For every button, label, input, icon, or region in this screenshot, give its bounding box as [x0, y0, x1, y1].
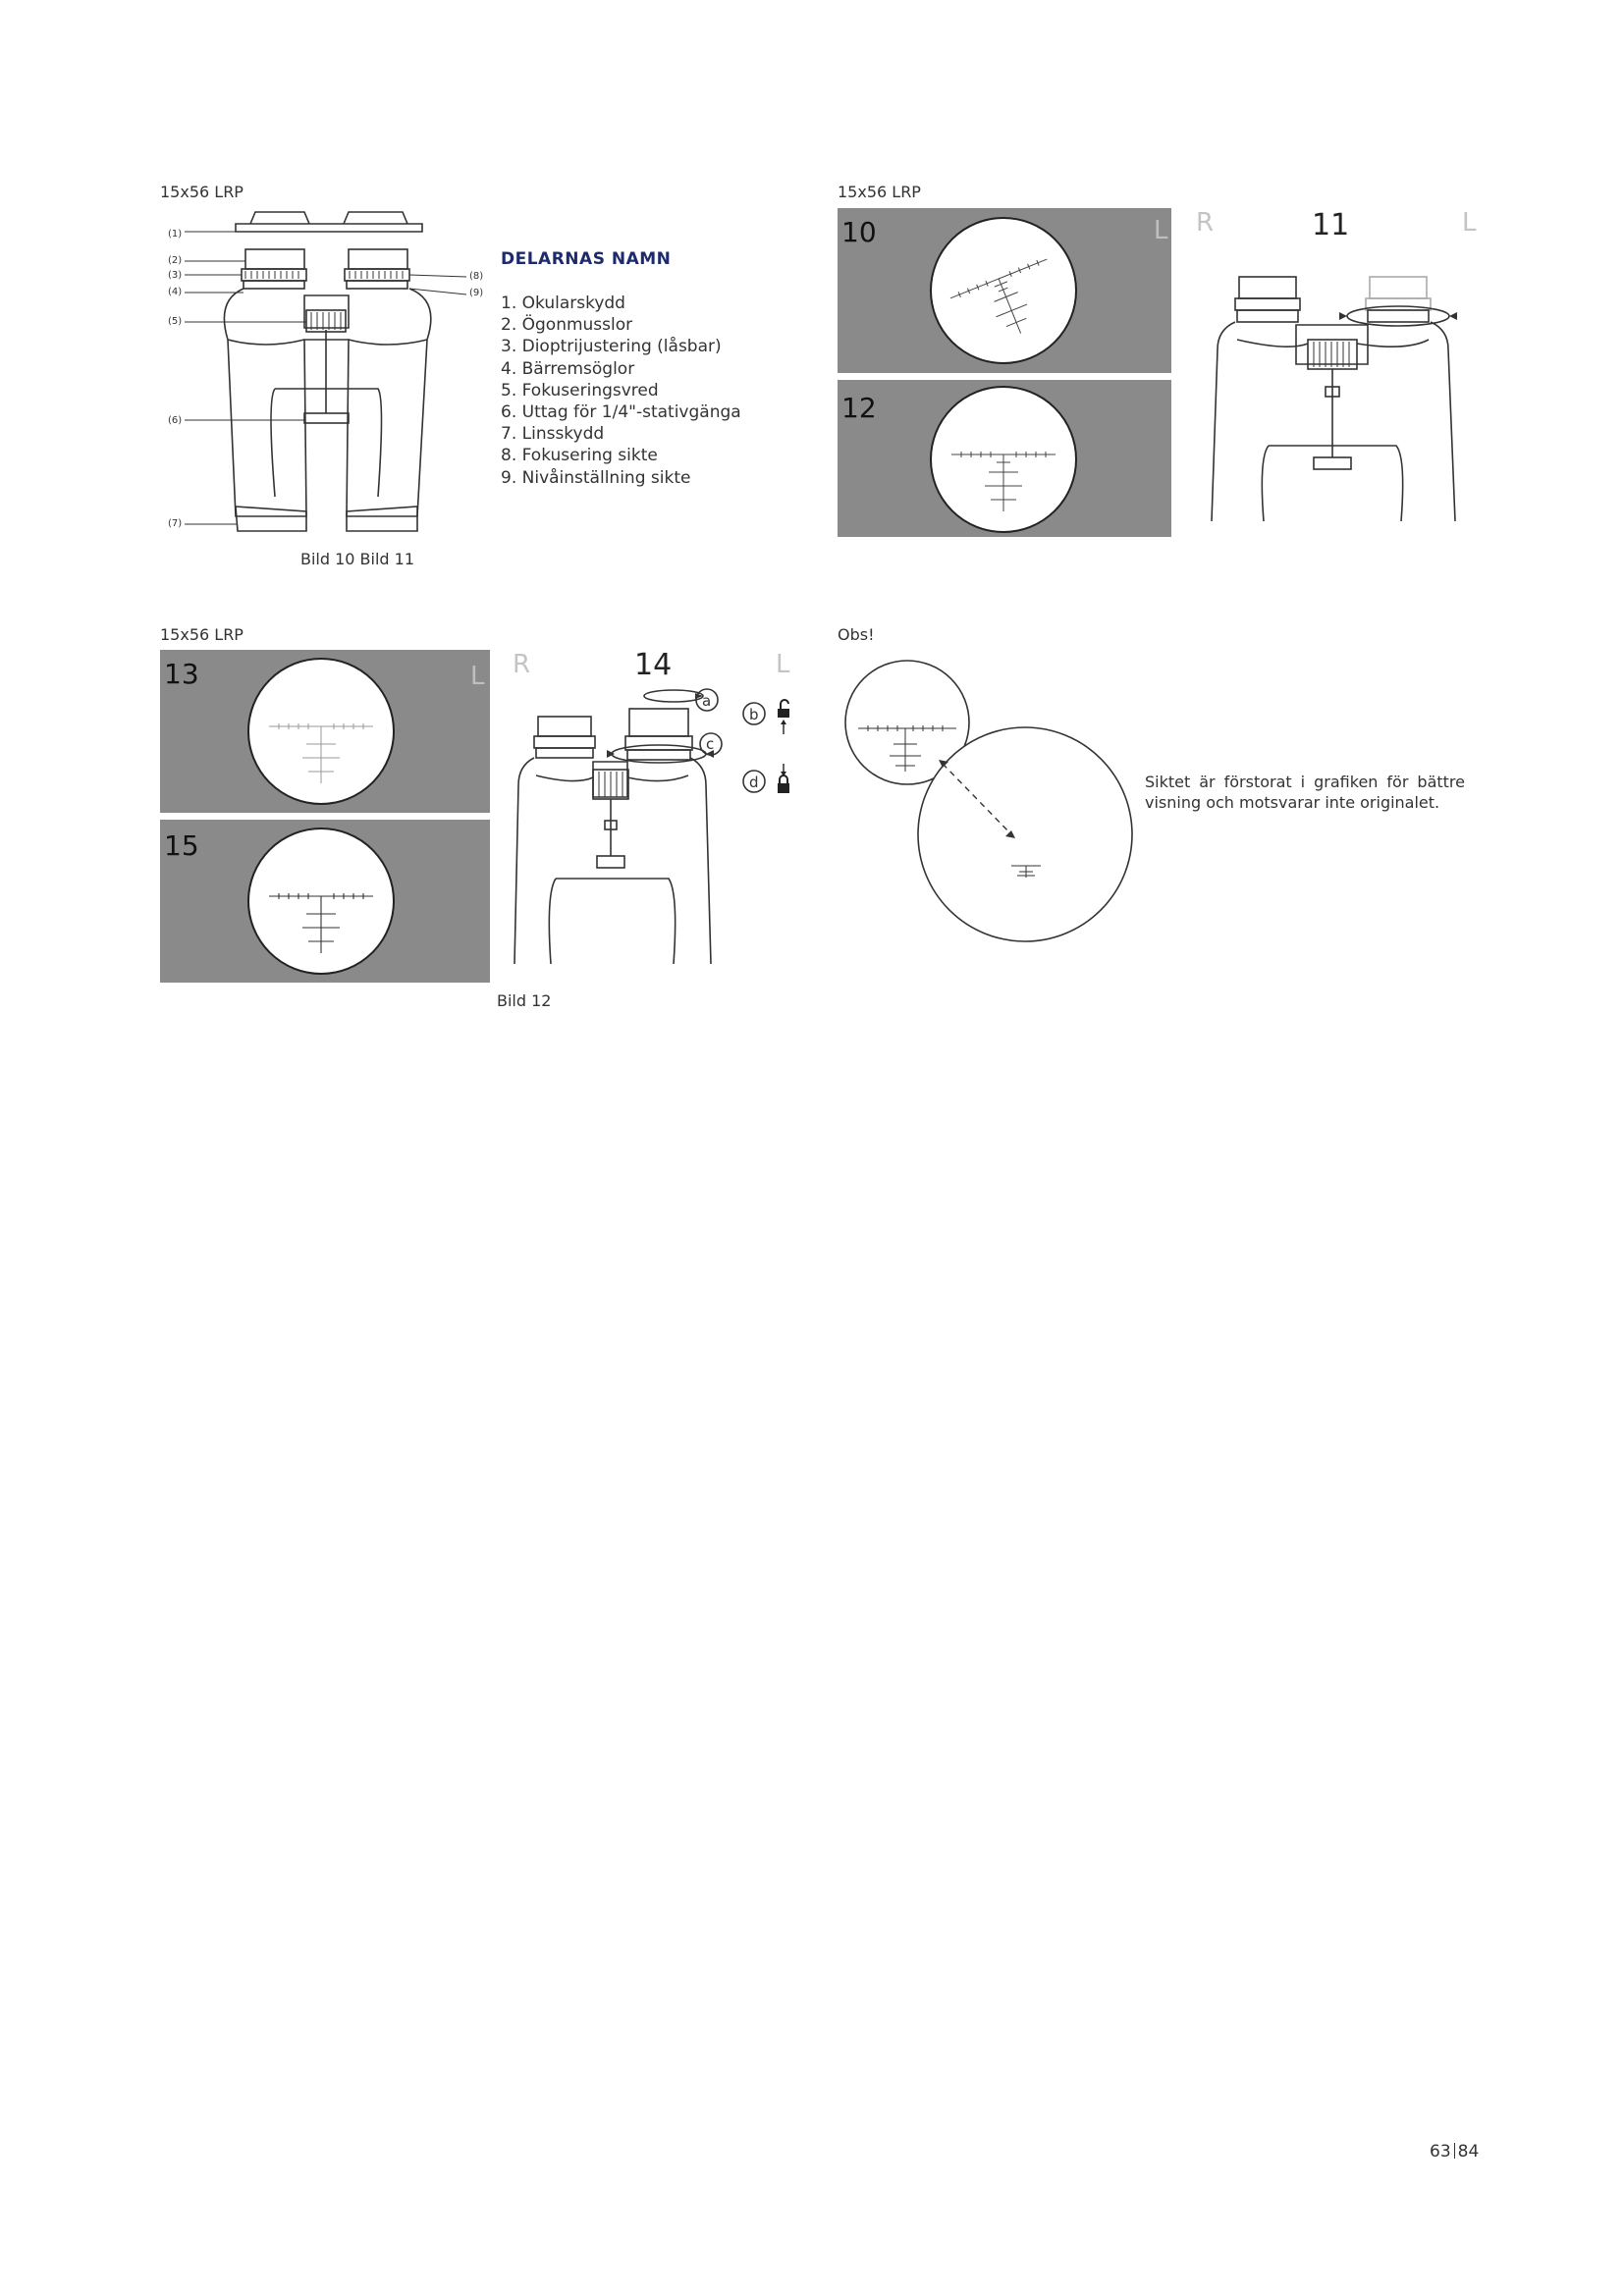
fig14-number: 14 [634, 648, 673, 682]
panel-10-number: 10 [841, 216, 877, 248]
reticle-faint [247, 658, 395, 805]
callout-3: (3) [168, 270, 183, 281]
fig2-model-label: 15x56 LRP [838, 183, 921, 201]
step-a: a [702, 692, 712, 710]
parts-item: 1. Okularskydd [501, 294, 625, 313]
reticle-panel-12 [838, 380, 1171, 537]
parts-item: 9. Nivåinställning sikte [501, 467, 691, 488]
parts-item: 4. Bärremsöglor [501, 358, 635, 379]
fig14-left-marker: L [776, 650, 790, 679]
binocular-parts-diagram [157, 202, 491, 546]
reticle-level [930, 386, 1077, 533]
callout-5: (5) [168, 316, 183, 327]
note-heading: Obs! [838, 625, 875, 644]
parts-item: 6. Uttag för 1/4"-stativgänga [501, 402, 741, 423]
callout-6: (6) [168, 415, 183, 426]
fig3-caption: Bild 12 [497, 991, 552, 1010]
reticle-panel-13 [160, 650, 490, 813]
callout-4: (4) [168, 287, 183, 297]
step-c: c [706, 735, 715, 753]
parts-item: 3. Dioptrijustering (låsbar) [501, 337, 722, 357]
page-current: 63 [1430, 2142, 1451, 2162]
reticle-panel-10 [838, 208, 1171, 373]
fig11-right-marker: R [1196, 208, 1215, 238]
callout-9: (9) [469, 288, 484, 298]
parts-item: 7. Linsskydd [501, 424, 605, 445]
panel-15-number: 15 [164, 829, 199, 862]
reticle-faint-icon [249, 660, 393, 803]
page-number [1430, 2142, 1479, 2162]
reticle-tilted-icon [932, 219, 1075, 362]
reticle-level-icon [932, 388, 1075, 531]
parts-item: 5. Fokuseringsvred [501, 380, 659, 400]
step-b: b [749, 706, 759, 723]
binocular-reticle-adjust-diagram [1210, 271, 1465, 526]
page-total: 84 [1457, 2142, 1480, 2162]
callout-1: (1) [168, 229, 183, 240]
fig11-number: 11 [1312, 208, 1350, 242]
callout-8: (8) [469, 271, 484, 282]
parts-list [501, 293, 741, 489]
panel-10-side: L [1154, 216, 1168, 245]
lock-icon [778, 764, 789, 793]
reticle-sharp-icon [249, 829, 393, 973]
fig1-model-label: 15x56 LRP [160, 183, 244, 201]
step-d: d [749, 774, 759, 791]
reticle-tilted [930, 217, 1077, 364]
callout-7: (7) [168, 518, 183, 529]
panel-13-side: L [470, 662, 485, 691]
callout-2: (2) [168, 255, 183, 266]
fig1-caption: Bild 10 Bild 11 [300, 550, 415, 568]
fig11-left-marker: L [1462, 208, 1477, 238]
reticle-panel-15 [160, 820, 490, 983]
reticle-sharp [247, 828, 395, 975]
parts-item: 8. Fokusering sikte [501, 446, 658, 466]
magnified-reticle-diagram [844, 660, 1149, 954]
binocular-dioptre-lock-diagram [507, 687, 801, 972]
parts-title: DELARNAS NAMN [501, 249, 672, 269]
fig3-model-label: 15x56 LRP [160, 625, 244, 644]
page-separator [1454, 2143, 1455, 2159]
note-text: Siktet är förstorat i grafiken för bättre visning och motsvarar inte originalet. [1145, 773, 1465, 812]
unlock-icon [778, 700, 789, 734]
panel-13-number: 13 [164, 658, 199, 690]
panel-12-number: 12 [841, 392, 877, 424]
fig14-right-marker: R [513, 650, 531, 679]
parts-item: 2. Ögonmusslor [501, 315, 633, 336]
